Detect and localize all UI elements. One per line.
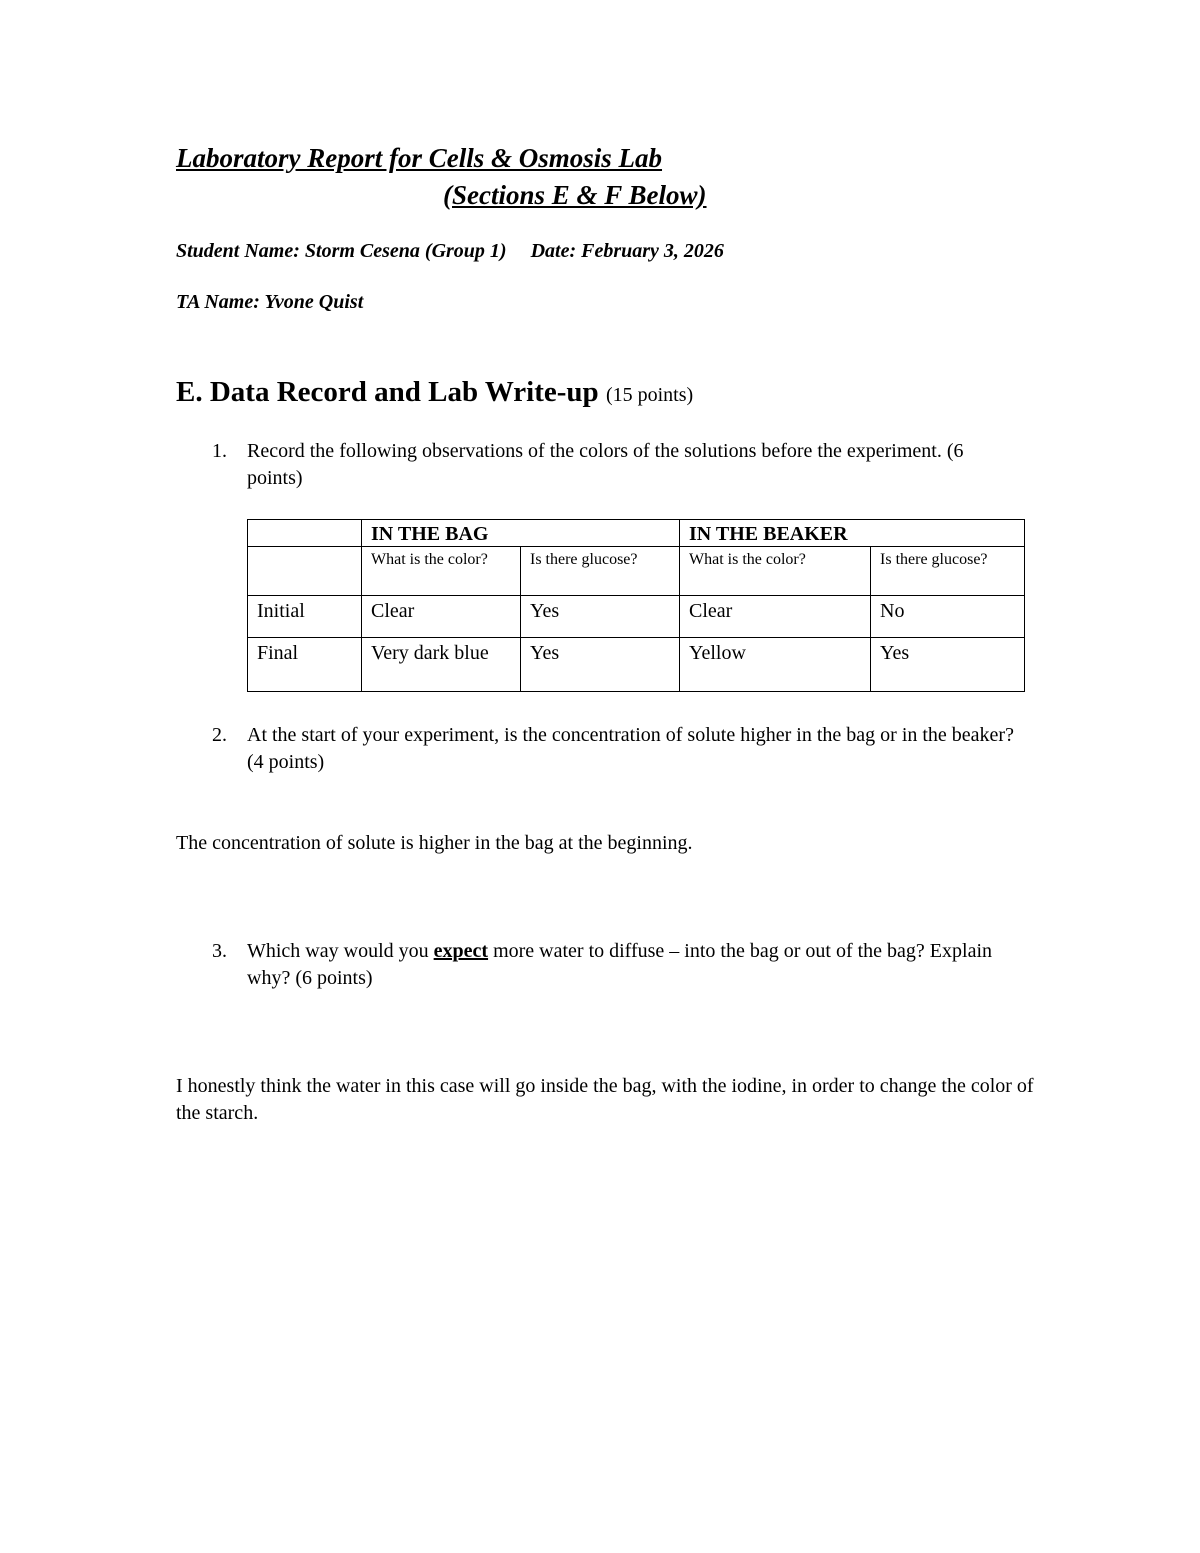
emphasized-word: expect (433, 940, 489, 962)
table-subheader: What is the color? (680, 547, 871, 596)
question-text-end: more water to diffuse – into the bag or out of the bag? Explain why? (6 points) (247, 940, 992, 989)
report-subtitle: (Sections E & F Below) (443, 180, 707, 210)
table-row (248, 596, 1025, 638)
answer-3: I honestly think the water in this case will go inside the bag, with the iodine, in order to change the color of the starch. (176, 1075, 1034, 1124)
report-date: Date: February 3, 2026 (530, 240, 724, 262)
section-e-points: (15 points) (605, 384, 694, 406)
report-title: Laboratory Report for Cells & Osmosis Lab (176, 143, 663, 173)
table-cell: Yes (521, 596, 680, 638)
section-e-heading (176, 376, 693, 409)
section-e-title: E. Data Record and Lab Write-up (176, 376, 599, 408)
student-name: Student Name: Storm Cesena (Group 1) (176, 240, 507, 262)
row-label: Final (248, 638, 362, 692)
table-cell: Clear (680, 596, 871, 638)
question-text (247, 938, 1007, 992)
observations-table (247, 519, 1025, 692)
table-cell: Yes (521, 638, 680, 692)
table-row (248, 638, 1025, 692)
question-number: 1. (212, 440, 227, 462)
question-number: 2. (212, 724, 227, 746)
question-number: 3. (212, 940, 227, 962)
table-subheader: What is the color? (362, 547, 521, 596)
table-group-header: IN THE BEAKER (680, 520, 1025, 547)
row-label: Initial (248, 596, 362, 638)
table-cell: Yes (871, 638, 1025, 692)
answer-2: The concentration of solute is higher in the bag at the beginning. (176, 832, 693, 854)
table-cell (248, 547, 362, 596)
table-cell: No (871, 596, 1025, 638)
question-text: Record the following observations of the colors of the solutions before the experiment. (6 points) (247, 440, 964, 489)
table-subheader: Is there glucose? (871, 547, 1025, 596)
table-cell (248, 520, 362, 547)
table-subheader: Is there glucose? (521, 547, 680, 596)
question-text-start: Which way would you (247, 940, 434, 962)
ta-name: TA Name: Yvone Quist (176, 291, 364, 313)
table-subheader-row (248, 547, 1025, 596)
student-info-line (176, 240, 724, 263)
question-text: At the start of your experiment, is the concentration of solute higher in the bag or in the beaker? (4 points) (247, 724, 1014, 773)
table-cell: Yellow (680, 638, 871, 692)
table-group-header: IN THE BAG (362, 520, 680, 547)
table-cell: Clear (362, 596, 521, 638)
table-cell: Very dark blue (362, 638, 521, 692)
table-header-row (248, 520, 1025, 547)
